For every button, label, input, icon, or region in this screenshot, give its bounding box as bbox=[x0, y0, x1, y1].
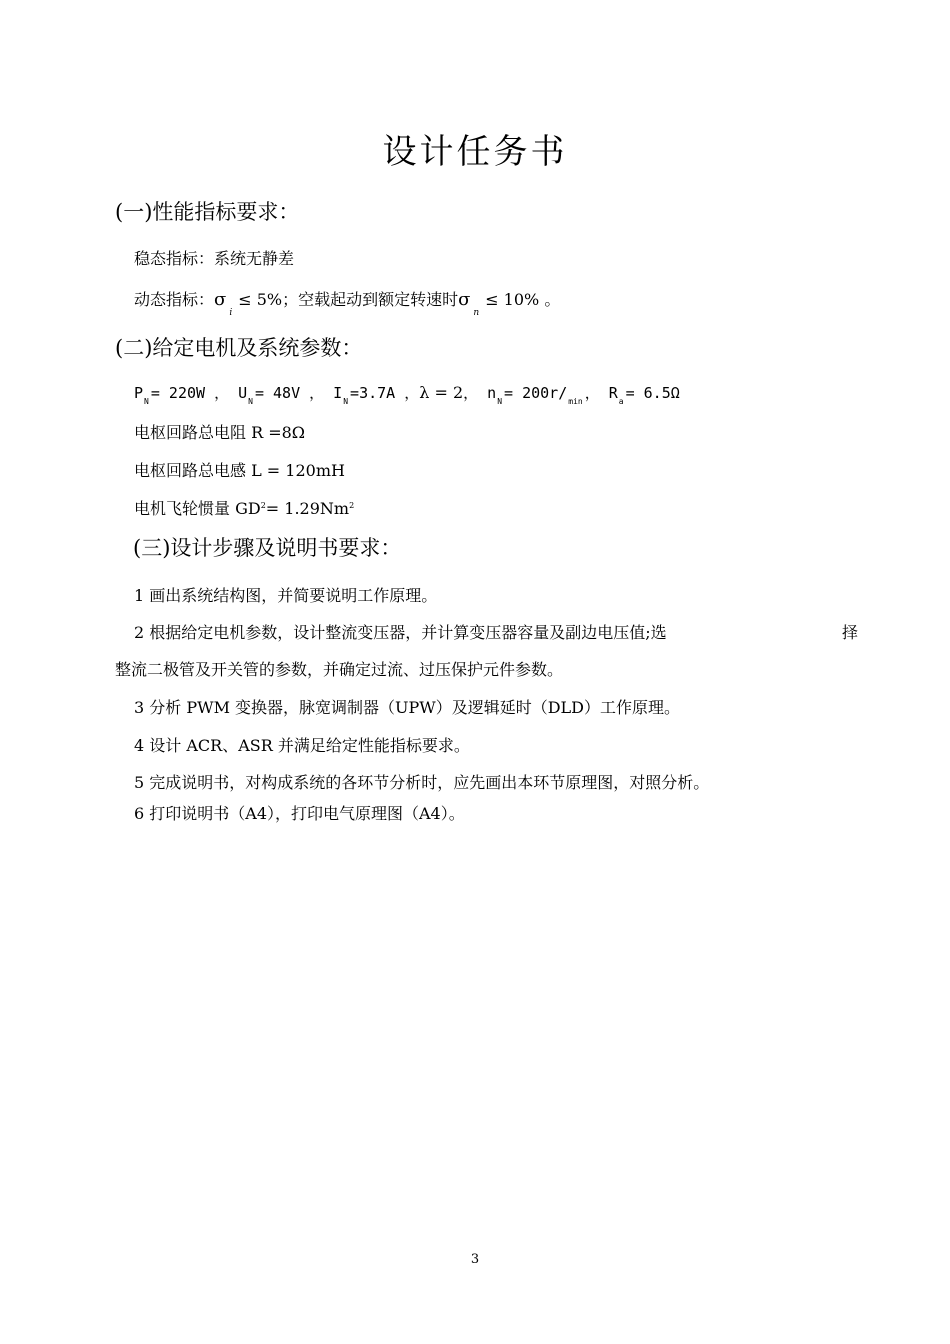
param-u-sub: N bbox=[248, 397, 253, 406]
inertia-unit-sup: 2 bbox=[349, 501, 355, 510]
inertia-value: = 1.29Nm bbox=[265, 499, 350, 518]
motor-parameters bbox=[134, 382, 680, 406]
param-r-prefix: ， R bbox=[584, 384, 618, 402]
param-a-sub: a bbox=[618, 397, 624, 406]
param-lambda: λ = 2 bbox=[419, 383, 464, 402]
list-item: 2 根据给定电机参数，设计整流变压器，并计算变压器容量及副边电压值;选 bbox=[134, 623, 667, 642]
condition-n: ≤ 10% 。 bbox=[485, 290, 561, 309]
page-title: 设计任务书 bbox=[382, 132, 568, 172]
param-p: P bbox=[134, 384, 144, 402]
param-min-sub: min bbox=[568, 397, 583, 406]
section-2-heading: (二)给定电机及系统参数： bbox=[115, 336, 363, 360]
section-3-heading: (三)设计步骤及说明书要求： bbox=[133, 536, 402, 560]
sigma-subscript-n: n bbox=[473, 308, 480, 318]
param-i-sub: N bbox=[343, 397, 349, 406]
inertia-sup: 2 bbox=[260, 501, 266, 510]
param-p-value: = 220W ， U bbox=[150, 384, 248, 402]
list-item: 6 打印说明书（A4），打印电气原理图（A4）。 bbox=[134, 804, 465, 823]
param-i-value: =3.7A ， bbox=[350, 384, 420, 402]
sigma-symbol: σ bbox=[214, 289, 227, 310]
param-n-value: = 200r/ bbox=[504, 384, 568, 402]
list-item-continuation: 择 bbox=[842, 623, 859, 642]
inertia-prefix: 电机飞轮惯量 GD bbox=[134, 499, 261, 518]
list-item: 1 画出系统结构图，并简要说明工作原理。 bbox=[134, 586, 438, 605]
param-p-sub: N bbox=[144, 397, 149, 406]
list-item: 5 完成说明书，对构成系统的各环节分析时，应先画出本环节原理图，对照分析。 bbox=[134, 773, 710, 792]
section-1-heading: (一)性能指标要求： bbox=[115, 200, 300, 224]
armature-resistance: 电枢回路总电阻 R =8Ω bbox=[134, 423, 306, 442]
page-number: 3 bbox=[470, 1252, 480, 1267]
param-n-sub: N bbox=[497, 397, 503, 406]
dynamic-prefix: 动态指标： bbox=[134, 290, 215, 309]
condition-i: ≤ 5%；空载起动到额定转速时 bbox=[238, 290, 459, 309]
sigma-subscript-i: i bbox=[229, 308, 233, 318]
param-r-value: = 6.5Ω bbox=[625, 384, 680, 402]
steady-state-indicator: 稳态指标：系统无静差 bbox=[134, 249, 295, 268]
dynamic-indicator bbox=[134, 287, 560, 318]
list-item: 整流二极管及开关管的参数，并确定过流、过压保护元件参数。 bbox=[115, 660, 564, 679]
param-u-value: = 48V ， I bbox=[254, 384, 343, 402]
sigma-symbol-n: σ bbox=[458, 289, 471, 310]
armature-inductance: 电枢回路总电感 L = 120mH bbox=[134, 461, 345, 480]
param-n-prefix: ， n bbox=[463, 384, 497, 402]
flywheel-inertia bbox=[134, 496, 354, 519]
list-item: 4 设计 ACR、ASR 并满足给定性能指标要求。 bbox=[134, 736, 470, 755]
list-item: 3 分析 PWM 变换器，脉宽调制器（UPW）及逻辑延时（DLD）工作原理。 bbox=[134, 698, 681, 717]
